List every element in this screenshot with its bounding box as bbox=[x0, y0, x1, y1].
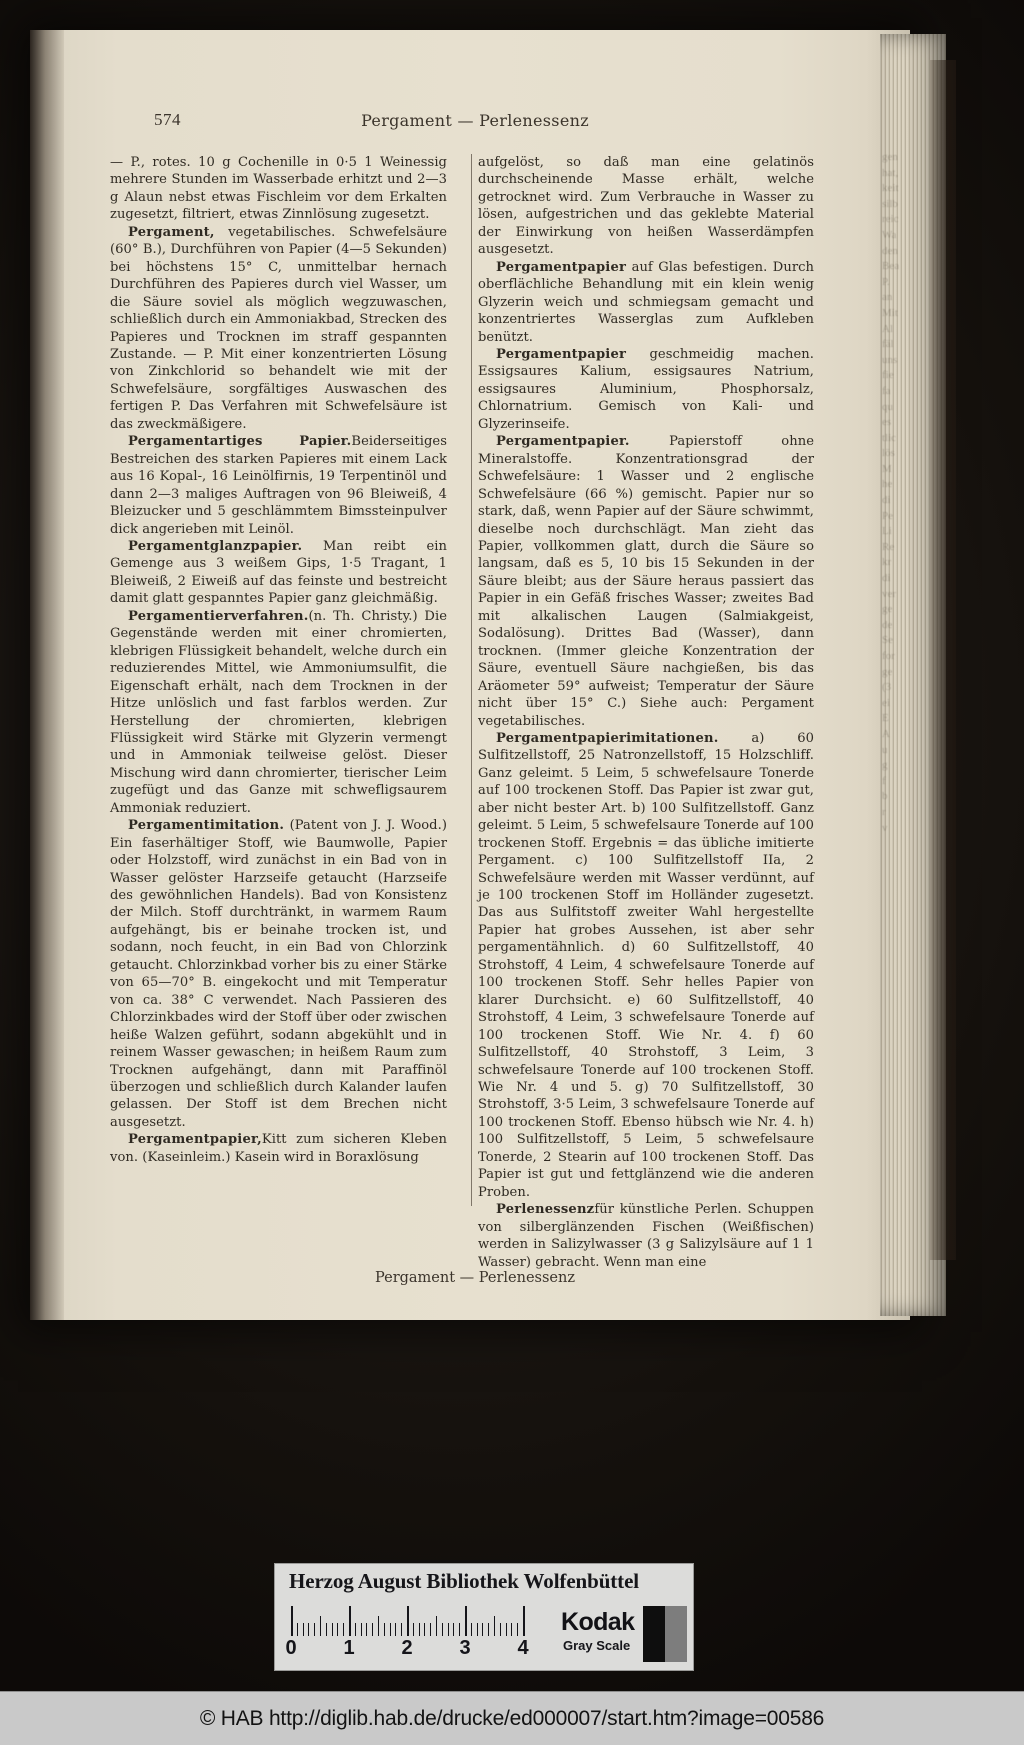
ruler-tick bbox=[390, 1623, 391, 1636]
ruler-tick bbox=[401, 1623, 402, 1636]
ruler-tick bbox=[430, 1623, 431, 1636]
entry-body-text: Papierstoff ohne Mineralstoffe. Konzentrationsgrad der Schwefelsäure: 1 Wasser und 2 englische Schwefelsäure (66 %) gemischt. Papier nur so stark, daß, wenn Papier auf der Säure schwimmt, dieselbe noch durchschlägt. Man zieht das Papier, vollkommen glatt, durch die Säure so langsam, daß es 5, 10 bis 15 Sekunden in der Säure bleibt; aus der Säure heraus passiert das Papier in ein Gefäß frisches Wasser; zweites Bad mit alkalischen Laugen (Salmiakgeist, Sodalösung). Drittes Bad (Wasser), dann trocknen. (Immer gleiche Konzentration der Säure, eventuell Säure nachgießen, bis das Aräometer 59° aufweist; Temperatur der Säure nicht über 15° C.) Siehe auch: Pergament vegetabilisches. bbox=[478, 434, 814, 729]
entry-body-text: auf Glas befestigen. Durch oberflächliche Behandlung mit ein klein wenig Glyzerin weich und schmiegsam gemacht und konzentriertes Wasserglas zum Aufkleben benützt. bbox=[478, 259, 814, 345]
ghost-text-line: E bbox=[882, 712, 889, 725]
ruler-number: 2 bbox=[401, 1637, 413, 1659]
entry-headword: Pergamentpapier bbox=[496, 259, 627, 275]
ghost-text-line: di bbox=[882, 572, 891, 585]
next-page-ghost-text bbox=[882, 150, 926, 1230]
entry-headword: Pergamentimitation. bbox=[128, 818, 285, 834]
entry-body-text: vegetabilisches. Schwefelsäure (60° B.), Durchführen von Papier (4—5 Sekunden) bei höchstens 15° C, unmittelbar hernach Durchführen des Papieres durch viel Wasser, um die Säure soviel als möglich wegzuwaschen, schließlich durch ein Ammoniakbad, Strecken des Papieres und Trocknen im straff gespannten Zustande. — P. Mit einer konzentrierten Lösung von Zinkchlorid so behandelt wie mit der Schwefelsäure, sorgfältiges Auswaschen des fertigen P. Das Verfahren mit Schwefelsäure ist das zweckmäßigere. bbox=[110, 224, 447, 432]
entry-headword: Pergamentpapier. bbox=[496, 434, 630, 450]
entry-paragraph bbox=[110, 608, 447, 817]
ghost-text-line: Bea bbox=[882, 260, 900, 273]
ghost-text-line: kr bbox=[882, 556, 892, 569]
ghost-text-line: uns bbox=[882, 353, 898, 366]
ghost-text-line: b bbox=[882, 790, 888, 803]
ruler-tick bbox=[349, 1606, 351, 1636]
ruler-tick bbox=[320, 1616, 321, 1636]
entry-body-text: Beiderseitiges Bestreichen des starken Papieres mit einem Lack aus 16 Kopal-, 16 Leinölfirnis, 19 Terpentinöl und dann 2—3 maliges Auftragen von 96 Bleiweiß, 4 Bleizucker und 5 geschlämmtem Bimssteinpulver dick angerieben mit Leinöl. bbox=[110, 434, 447, 537]
entry-paragraph bbox=[110, 538, 447, 608]
ruler-tick bbox=[494, 1616, 495, 1636]
left-text-column bbox=[110, 152, 462, 1242]
entry-paragraph bbox=[478, 730, 814, 1201]
ghost-text-line: es bbox=[882, 416, 892, 429]
entry-paragraph bbox=[478, 1201, 814, 1271]
ghost-text-line: tlic bbox=[882, 431, 897, 444]
entry-body-text: — P., rotes. 10 g Cochenille in 0·5 1 Weinessig mehrere Stunden im Wasserbade erhitzt und 2—3 g Alaun nebst etwas Fischleim vor dem Erkalten zugesetzt, filtriert, etwas Zinnlösung zugesetzt. bbox=[110, 155, 447, 223]
entry-body-text: (Patent von J. J. Wood.) Ein faserhältiger Stoff, wie Baumwolle, Papier oder Holzstoff, wird zunächst in ein Bad von in Wasser gelöster Harzseife getaucht (Harzseife des gewöhnlichen Handels). Bad von Konsistenz der Milch. Stoff durchtränkt, in warmem Raum aufgehängt, bis er beinahe trocken ist, und sodann, noch feucht, in ein Bad von Chlorzink getaucht. Chlorzinkbad vorher bis zu einer Stärke von 65—70° B. eingekocht und mit Temperatur von ca. 38° C verwendet. Nach Passieren des Chlorzinkbades wird der Stoff über oder zwischen heiße Walzen geführt, sodann abgekühlt und in reinem Wasser gewaschen; in heißem Raum zum Trocknen aufgehängt, dann mit Paraffinöl überzogen und schließlich durch Kalander laufen gelassen. Der Stoff ist dem Brechen nicht ausgesetzt. bbox=[110, 818, 447, 1130]
ghost-text-line: Mit bbox=[882, 306, 898, 319]
entry-body-text: Kitt zum sicheren Kleben von. (Kaseinleim.) Kasein wird in Boraxlösung bbox=[110, 1132, 447, 1165]
ghost-text-line: den bbox=[882, 244, 898, 257]
ruler-tick bbox=[297, 1623, 298, 1636]
ruler-tick bbox=[361, 1623, 362, 1636]
ruler-tick bbox=[337, 1623, 338, 1636]
ghost-text-line: Se bbox=[882, 634, 893, 647]
ruler-tick bbox=[465, 1606, 467, 1636]
ghost-text-line: ei bbox=[882, 696, 890, 709]
ruler-tick bbox=[459, 1623, 460, 1636]
ghost-text-line: de bbox=[882, 618, 893, 631]
ruler-tick bbox=[500, 1623, 501, 1636]
ruler-tick bbox=[366, 1623, 367, 1636]
page-number: 574 bbox=[154, 110, 181, 129]
ruler-number: 4 bbox=[517, 1637, 529, 1659]
ghost-text-line: P. bbox=[882, 275, 890, 288]
entry-paragraph bbox=[478, 259, 814, 346]
entry-body-text: (n. Th. Christy.) Die Gegenstände werden mit einer chromierten, klebrigen Flüssigkeit behandelt, welche durch ein reduzierendes Mittel, wie Ammoniumsulfit, die Eigenschaft erhält, nach dem Trocknen in der Hitze unlöslich und fast farblos werden. Zur Herstellung der chromierten, klebrigen Flüssigkeit wird Stärke mit Glyzerin vermengt und in Ammoniak teilweise gelöst. Dieser Mischung wird dann chromierter, tierischer Leim zugefügt und das Ganze mit schwefligsaurem Ammoniak reduziert. bbox=[110, 608, 447, 816]
gray-scale-patches bbox=[643, 1606, 687, 1662]
centimeter-ruler bbox=[285, 1606, 543, 1664]
ghost-text-line: reic bbox=[882, 213, 899, 226]
running-title: Pergament — Perlenessenz bbox=[361, 111, 589, 130]
ghost-text-line: silb bbox=[882, 197, 898, 210]
ghost-text-line: fäl bbox=[882, 338, 894, 351]
library-name: Herzog August Bibliothek Wolfenbüttel bbox=[289, 1569, 640, 1593]
ghost-text-line: qu bbox=[882, 400, 893, 413]
entry-headword: Pergamentpapierimitationen. bbox=[496, 730, 719, 746]
entry-paragraph bbox=[110, 1131, 447, 1166]
ruler-tick bbox=[488, 1623, 489, 1636]
ghost-text-line: Pe bbox=[882, 509, 893, 522]
entry-headword: Pergamentpapier, bbox=[128, 1132, 262, 1148]
ghost-text-line: fa bbox=[882, 384, 891, 397]
gray-scale-label: Gray Scale bbox=[563, 1638, 631, 1653]
ruler-tick bbox=[343, 1623, 344, 1636]
column-divider-rule bbox=[471, 154, 472, 1206]
entry-body-text: aufgelöst, so daß man eine gelatinös durchscheinende Masse erhält, welche getrocknet wird. Zum Verbrauche in Wasser zu lösen, aufgestrichen und das geklebte Material der Einwirkung von heißen Wasserdämpfen ausgesetzt. bbox=[478, 155, 814, 258]
entry-paragraph bbox=[110, 224, 447, 433]
entry-headword: Pergamentierverfahren. bbox=[128, 608, 309, 624]
entry-body-text: a) 60 Sulfitzellstoff, 25 Natronzellstoff, 15 Holzschliff. Ganz geleimt. 5 Leim, 5 schwefelsaure Tonerde auf 100 trockenen Stoff. Das Papier ist zwar gut, aber nicht bester Art. b) 100 Sulfitzellstoff. Ganz geleimt. 5 Leim, 5 schwefelsaure Tonerde auf 100 trockenen Stoff. Ergebnis = das übliche imitierte Pergament. c) 100 Sulfitzellstoff IIa, 2 Schwefelsäure werden mit Wasser verdünnt, auf je 100 trockenen Stoff im Holländer zugesetzt. Das aus Sulfitstoff zweiter Wahl hergestellte Papier hat grobes Aussehen, ist aber sehr pergamentähnlich. d) 60 Sulfitzellstoff, 40 Strohstoff, 4 Leim, 4 schwefelsaure Tonerde auf 100 trockenen Stoff. Sehr helles Papier von klarer Durchsicht. e) 60 Sulfitzellstoff, 40 Strohstoff, 4 Leim, 3 schwefelsaure Tonerde auf 100 trockenen Stoff. Wie Nr. 4. f) 60 Sulfitzellstoff, 40 Strohstoff, 3 Leim, 3 schwefelsaure Tonerde auf 100 trockenen Stoff. Wie Nr. 4 und 5. g) 70 Sulfitzellstoff, 30 Strohstoff, 3·5 Leim, 3 schwefelsaure Tonerde auf 100 trockenen Stoff. Ebenso hübsch wie Nr. 4. h) 100 Sulfitzellstoff, 5 Leim, 5 schwefelsaure Tonerde, 2 Stearin auf 100 trockenen Stoff. Das Papier ist gut und fettglänzend wie die anderen Proben. bbox=[478, 730, 814, 1200]
copyright-text: © HAB http://diglib.hab.de/drucke/ed000007/start.htm?image=00586 bbox=[199, 1706, 825, 1730]
ruler-tick bbox=[355, 1623, 356, 1636]
ruler-tick bbox=[517, 1623, 518, 1636]
entry-headword: Perlenessenz bbox=[496, 1202, 595, 1218]
ghost-text-line: g bbox=[882, 759, 888, 772]
ruler-tick bbox=[511, 1623, 512, 1636]
entry-body-text: für künstliche Perlen. Schuppen von silberglänzenden Fischen (Weißfischen) werden in Salizylwasser (3 g Salizylsäure auf 1 1 Wasser) gebracht. Wenn man eine bbox=[478, 1202, 814, 1270]
ruler-tick bbox=[291, 1606, 293, 1636]
ruler-tick bbox=[407, 1606, 409, 1636]
ghost-text-line: di bbox=[882, 494, 891, 507]
ghost-text-line: Re bbox=[882, 540, 895, 553]
gray-patch-mid bbox=[665, 1606, 687, 1662]
right-text-column bbox=[462, 152, 814, 1270]
ruler-tick bbox=[372, 1623, 373, 1636]
copyright-bar bbox=[0, 1691, 1024, 1745]
book-fore-edge-shadow bbox=[930, 60, 956, 1260]
ghost-text-line: fie bbox=[882, 369, 894, 382]
ghost-text-line: lös bbox=[882, 447, 895, 460]
ruler-tick bbox=[308, 1623, 309, 1636]
ghost-text-line: A bbox=[882, 727, 890, 740]
continuation-paragraph bbox=[110, 154, 447, 224]
ruler-tick bbox=[424, 1623, 425, 1636]
entry-headword: Pergament, bbox=[128, 224, 215, 240]
ghost-text-line: Wa bbox=[882, 228, 897, 241]
ruler-ticks bbox=[291, 1606, 543, 1636]
ruler-tick bbox=[523, 1606, 525, 1636]
ghost-text-line: u bbox=[882, 743, 888, 756]
running-head bbox=[110, 110, 840, 136]
ruler-tick bbox=[332, 1623, 333, 1636]
ruler-tick bbox=[442, 1623, 443, 1636]
ruler-tick bbox=[453, 1623, 454, 1636]
entry-paragraph bbox=[478, 433, 814, 730]
ruler-tick bbox=[413, 1623, 414, 1636]
ruler-tick bbox=[384, 1623, 385, 1636]
ghost-text-line: hat, bbox=[882, 166, 899, 179]
ghost-text-line: keit bbox=[882, 182, 899, 195]
ghost-text-line: f bbox=[882, 774, 886, 787]
ruler-tick bbox=[482, 1623, 483, 1636]
entry-headword: Pergamentpapier bbox=[496, 346, 627, 362]
ruler-number: 3 bbox=[459, 1637, 471, 1659]
kodak-brand-label: Kodak bbox=[561, 1608, 635, 1636]
book-gutter-shadow bbox=[30, 30, 64, 1320]
entry-paragraph bbox=[110, 433, 447, 538]
entry-body-text: Man reibt ein Gemenge aus 3 weißem Gips, 1·5 Tragant, 1 Bleiweiß, 2 Eiweiß auf das feinste und bestreicht damit glatt gespanntes Papier ganz gleichmäßig. bbox=[110, 538, 447, 607]
ghost-text-line: v bbox=[882, 821, 888, 834]
printed-page-area bbox=[110, 110, 840, 1290]
ruler-tick bbox=[448, 1623, 449, 1636]
ruler-tick bbox=[506, 1623, 507, 1636]
calibration-target-card bbox=[274, 1563, 694, 1671]
ruler-tick bbox=[436, 1616, 437, 1636]
continuation-paragraph bbox=[478, 154, 814, 259]
entry-paragraph bbox=[110, 817, 447, 1131]
ghost-text-line: ge bbox=[882, 603, 893, 616]
ghost-text-line: ge bbox=[882, 665, 893, 678]
ghost-text-line: (3 bbox=[882, 681, 892, 694]
entry-headword: Pergamentartiges Papier. bbox=[128, 434, 352, 450]
ruler-tick bbox=[326, 1623, 327, 1636]
ruler-tick bbox=[378, 1616, 379, 1636]
ruler-tick bbox=[303, 1623, 304, 1636]
ruler-number: 1 bbox=[343, 1637, 355, 1659]
ghost-text-line: Li bbox=[882, 525, 892, 538]
ghost-text-line: gen bbox=[882, 151, 898, 163]
catchword-line: Pergament — Perlenessenz bbox=[375, 1270, 575, 1286]
text-columns bbox=[110, 152, 840, 1270]
entry-headword: Pergamentglanzpapier. bbox=[128, 538, 303, 554]
gray-patch-dark bbox=[643, 1606, 665, 1662]
ruler-number: 0 bbox=[285, 1637, 297, 1659]
ruler-tick bbox=[477, 1623, 478, 1636]
ghost-text-line: r bbox=[882, 805, 886, 818]
ruler-tick bbox=[419, 1623, 420, 1636]
ghost-text-line: ver bbox=[882, 587, 897, 600]
ghost-text-line: he bbox=[882, 478, 893, 491]
ghost-text-line: Al bbox=[882, 322, 893, 335]
ghost-text-line: for bbox=[882, 650, 895, 662]
entry-paragraph bbox=[478, 346, 814, 433]
ruler-tick bbox=[395, 1623, 396, 1636]
entry-body-text: geschmeidig machen. Essigsaures Kalium, essigsaures Natrium, essigsaures Aluminium, Phosphorsalz, Chlornatrium. Gemisch von Kali- und Glyzerinseife. bbox=[478, 346, 814, 432]
ghost-text-line: an bbox=[882, 291, 893, 304]
ghost-text-line: M bbox=[882, 462, 892, 475]
ruler-tick bbox=[314, 1623, 315, 1636]
ruler-tick bbox=[471, 1623, 472, 1636]
